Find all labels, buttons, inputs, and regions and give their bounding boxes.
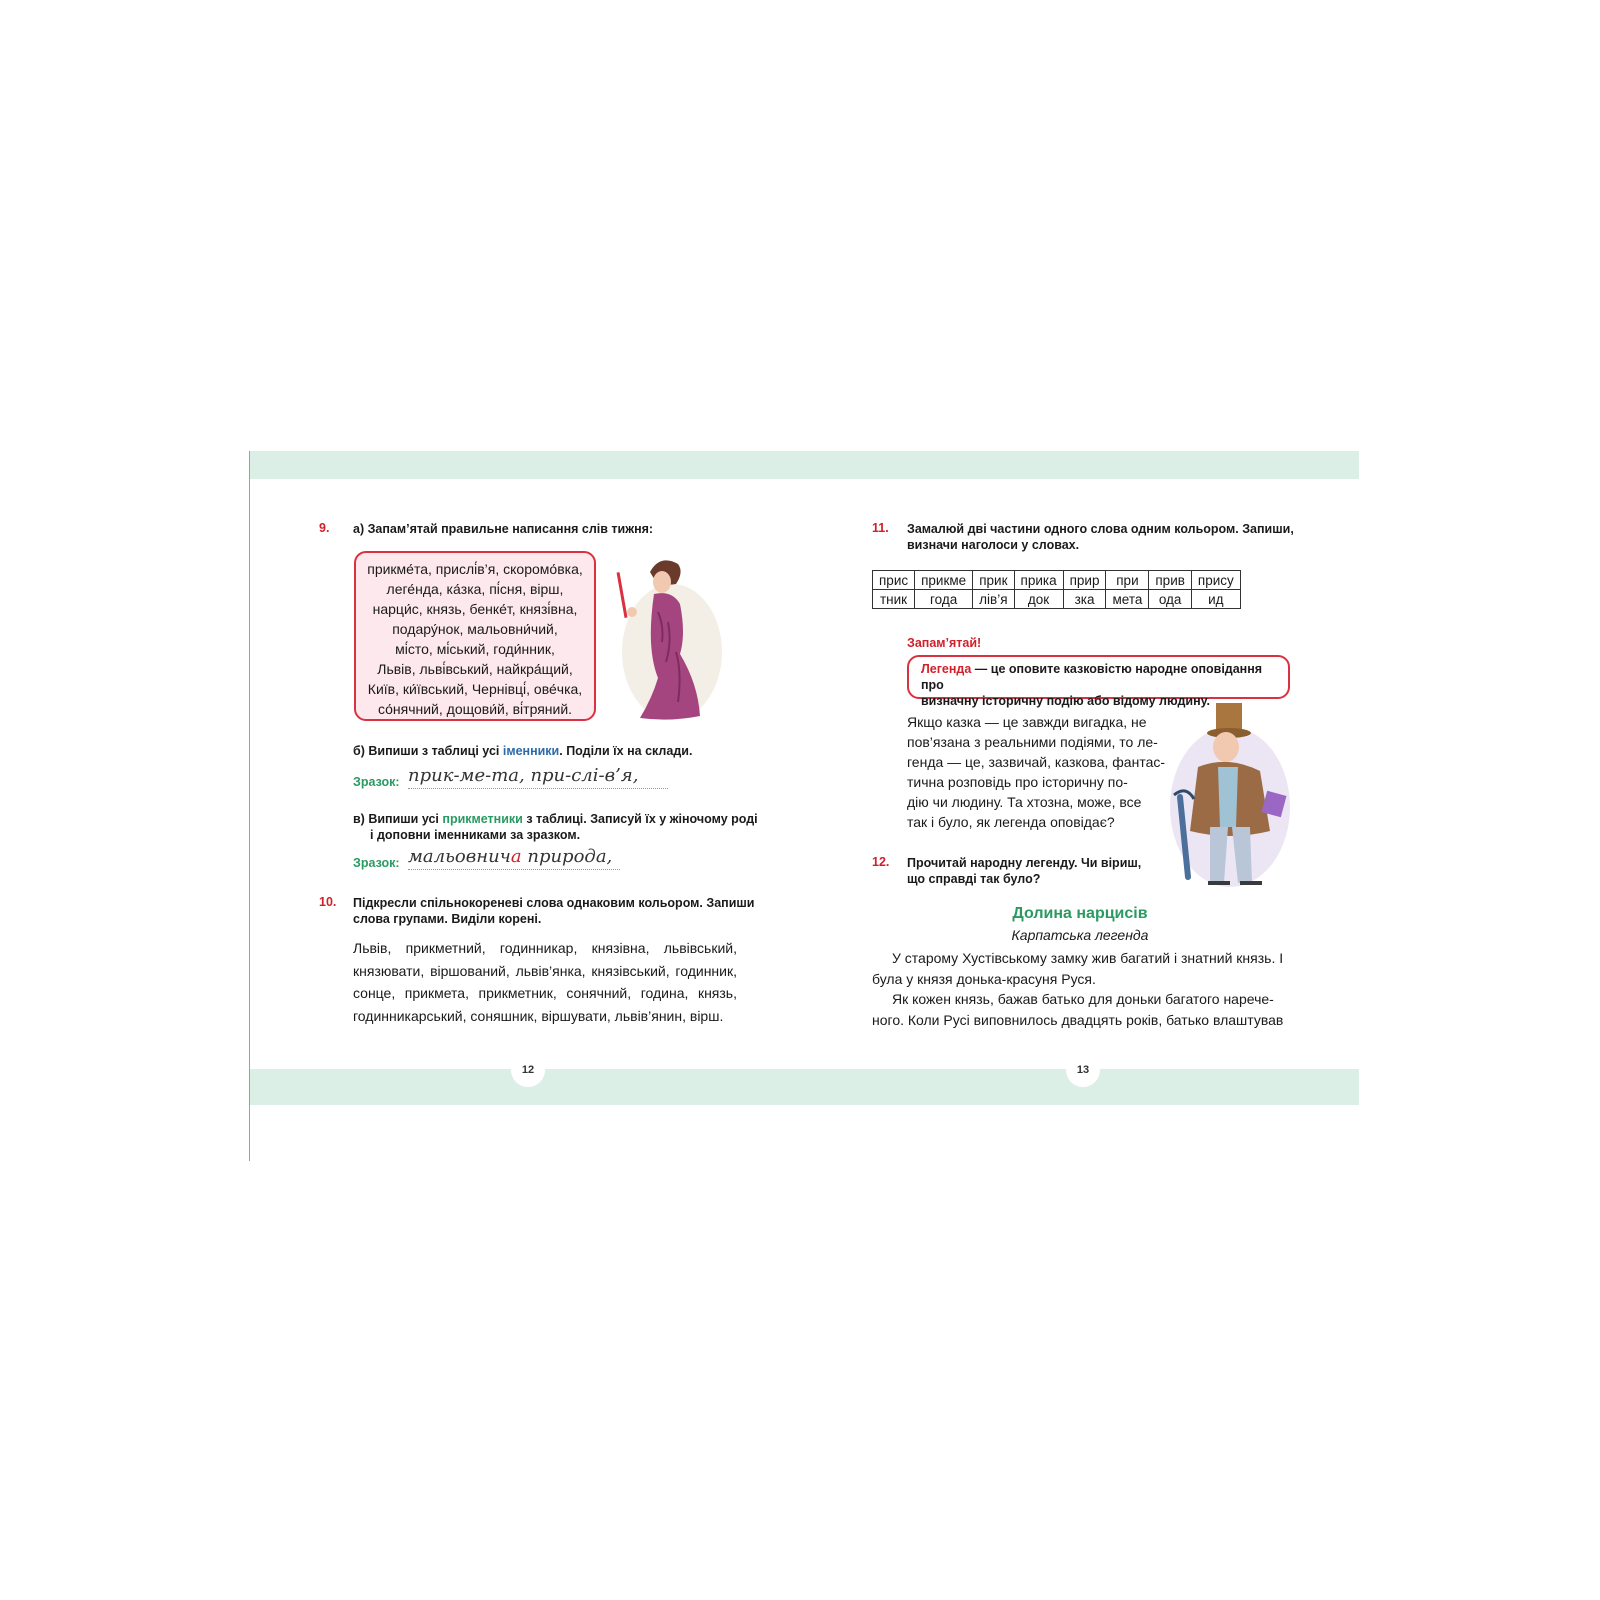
sample-adjective-ending: а [510, 846, 522, 867]
exercise-10-instruction-line-1: Підкресли спільнокореневі слова однаковим кольором. Запиши [353, 896, 755, 910]
sample-syllables: прик-ме-та, при-слі-в’я, [408, 765, 639, 786]
exercise-11-instruction-line-2: визначи наголоси у словах. [907, 538, 1080, 552]
table-cell: лів’я [973, 590, 1014, 609]
gentleman-illustration [1160, 697, 1295, 897]
writing-line [408, 869, 620, 870]
exercise-9c-instruction-line-2: і доповни іменниками за зразком. [370, 828, 581, 842]
definition-text-2: визначну історичну подію або відому людину. [921, 694, 1210, 708]
table-cell: зка [1063, 590, 1106, 609]
adjectives-highlight: прикметники [442, 812, 523, 826]
exercise-12-instruction-line-1: Прочитай народну легенду. Чи віриш, [907, 856, 1142, 870]
exercise-12-instruction-line-2: що справді так було? [907, 872, 1041, 886]
word-line: нарци́с, князь, бенке́т, князі́вна, [372, 601, 578, 617]
table-cell: прика [1014, 571, 1063, 590]
table-cell: при [1106, 571, 1149, 590]
exercise-9c-text-2: з таблиці. Записуй їх у жіночому роді [522, 812, 758, 826]
exercise-9a-instruction: а) Запам’ятай правильне написання слів тижня: [353, 522, 654, 536]
table-row [873, 571, 1241, 590]
sample-label-b: Зразок: [353, 775, 400, 789]
table-cell: ид [1191, 590, 1240, 609]
text-line: дію чи людину. Та хтозна, може, все [907, 794, 1142, 810]
exercise-11-number: 11. [872, 521, 889, 535]
exercise-10-instruction-line-2: слова групами. Виділи корені. [353, 912, 542, 926]
lady-illustration [610, 552, 725, 722]
story-text [872, 948, 1290, 1030]
table-row [873, 590, 1241, 609]
table-cell: прив [1149, 571, 1192, 590]
exercise-12-number: 12. [872, 855, 890, 869]
sample-label-c: Зразок: [353, 856, 400, 870]
table-cell: прис [873, 571, 915, 590]
words-of-week-box [354, 551, 596, 721]
writing-line [408, 788, 668, 789]
definition-term: Легенда [921, 662, 972, 676]
story-subtitle: Карпатська легенда [1011, 927, 1149, 943]
page-footer-band [250, 1069, 1359, 1105]
text-line: так і було, як легенда оповідає? [907, 814, 1115, 830]
legend-explanation [907, 712, 1169, 832]
page-number-left: 12 [511, 1053, 545, 1087]
table-cell: прикме [915, 571, 973, 590]
exercise-9c-text-1: в) Випиши усі [353, 812, 443, 826]
syllable-table [872, 570, 1241, 609]
exercise-11-instruction-line-1: Замалюй дві частини одного слова одним кольором. Запиши, [907, 522, 1294, 536]
text-line: генда — це, зазвичай, казкова, фантас- [907, 754, 1166, 770]
table-cell: прису [1191, 571, 1240, 590]
story-title: Долина нарцисів [1012, 905, 1148, 922]
nouns-highlight: іменники [502, 744, 560, 758]
definition-text-1: — це оповите казковістю народне оповідання про [921, 662, 1263, 692]
table-cell: мета [1106, 590, 1149, 609]
word-line: со́нячний, дощови́й, ві́тряний. [377, 701, 573, 717]
word-line: подару́нок, мальовни́чий, [392, 621, 558, 637]
sample-adjective-noun [408, 846, 612, 867]
word-line: прикме́та, прислі́в’я, скоромо́вка, [367, 561, 583, 577]
word-line: мі́сто, мі́ський, годи́нник, [395, 641, 555, 657]
table-cell: тник [873, 590, 915, 609]
table-cell: ода [1149, 590, 1192, 609]
definition-line-1 [921, 661, 1278, 693]
legend-definition-box [907, 655, 1290, 708]
table-cell: года [915, 590, 973, 609]
text-line: Якщо казка — це завжди вигадка, не [907, 714, 1147, 730]
exercise-9b-instruction [353, 743, 692, 759]
sample-adjective-stem: мальовнич [408, 846, 511, 867]
exercise-10-word-list: Львів, прикметний, годинникар, князівна, львівський, князювати, віршований, львів’янка, князівський, годинник, сонце, прикмета, прикметник, сонячний, година, князь, годинникарський, соняшник, віршувати, львів’янин, вірш. [353, 940, 737, 1024]
word-line: Київ, ки́ївський, Чернівці́, ове́чка, [367, 681, 583, 697]
sample-noun: природа, [521, 846, 613, 867]
page-edge-line [249, 451, 250, 1161]
exercise-9b-text-2: . Поділи їх на склади. [559, 744, 693, 758]
page-header-band [250, 451, 1359, 479]
table-cell: прик [973, 571, 1014, 590]
story-paragraph: Як кожен князь, бажав батько для доньки багатого нарече-ного. Коли Русі виповнилось двадцять років, батько влаштував [872, 991, 1284, 1028]
exercise-9b-text-1: б) Випиши з таблиці усі [353, 744, 503, 758]
text-line: тична розповідь про історичну по- [907, 774, 1128, 790]
word-line: Львів, льві́вський, найкра́щий, [377, 661, 573, 677]
table-cell: прир [1063, 571, 1106, 590]
table-cell: док [1014, 590, 1063, 609]
exercise-9c-instruction [353, 811, 758, 827]
exercise-10-number: 10. [319, 895, 337, 909]
remember-label: Запам’ятай! [907, 636, 982, 650]
exercise-9-number: 9. [319, 521, 330, 535]
text-line: пов’язана з реальними подіями, то ле- [907, 734, 1158, 750]
word-line: леге́нда, ка́зка, пі́сня, вірш, [386, 581, 564, 597]
story-paragraph: У старому Хустівському замку жив багатий і знатний князь. І була у князя донька-красуня Руся. [872, 950, 1284, 987]
page-number-right: 13 [1066, 1053, 1100, 1087]
